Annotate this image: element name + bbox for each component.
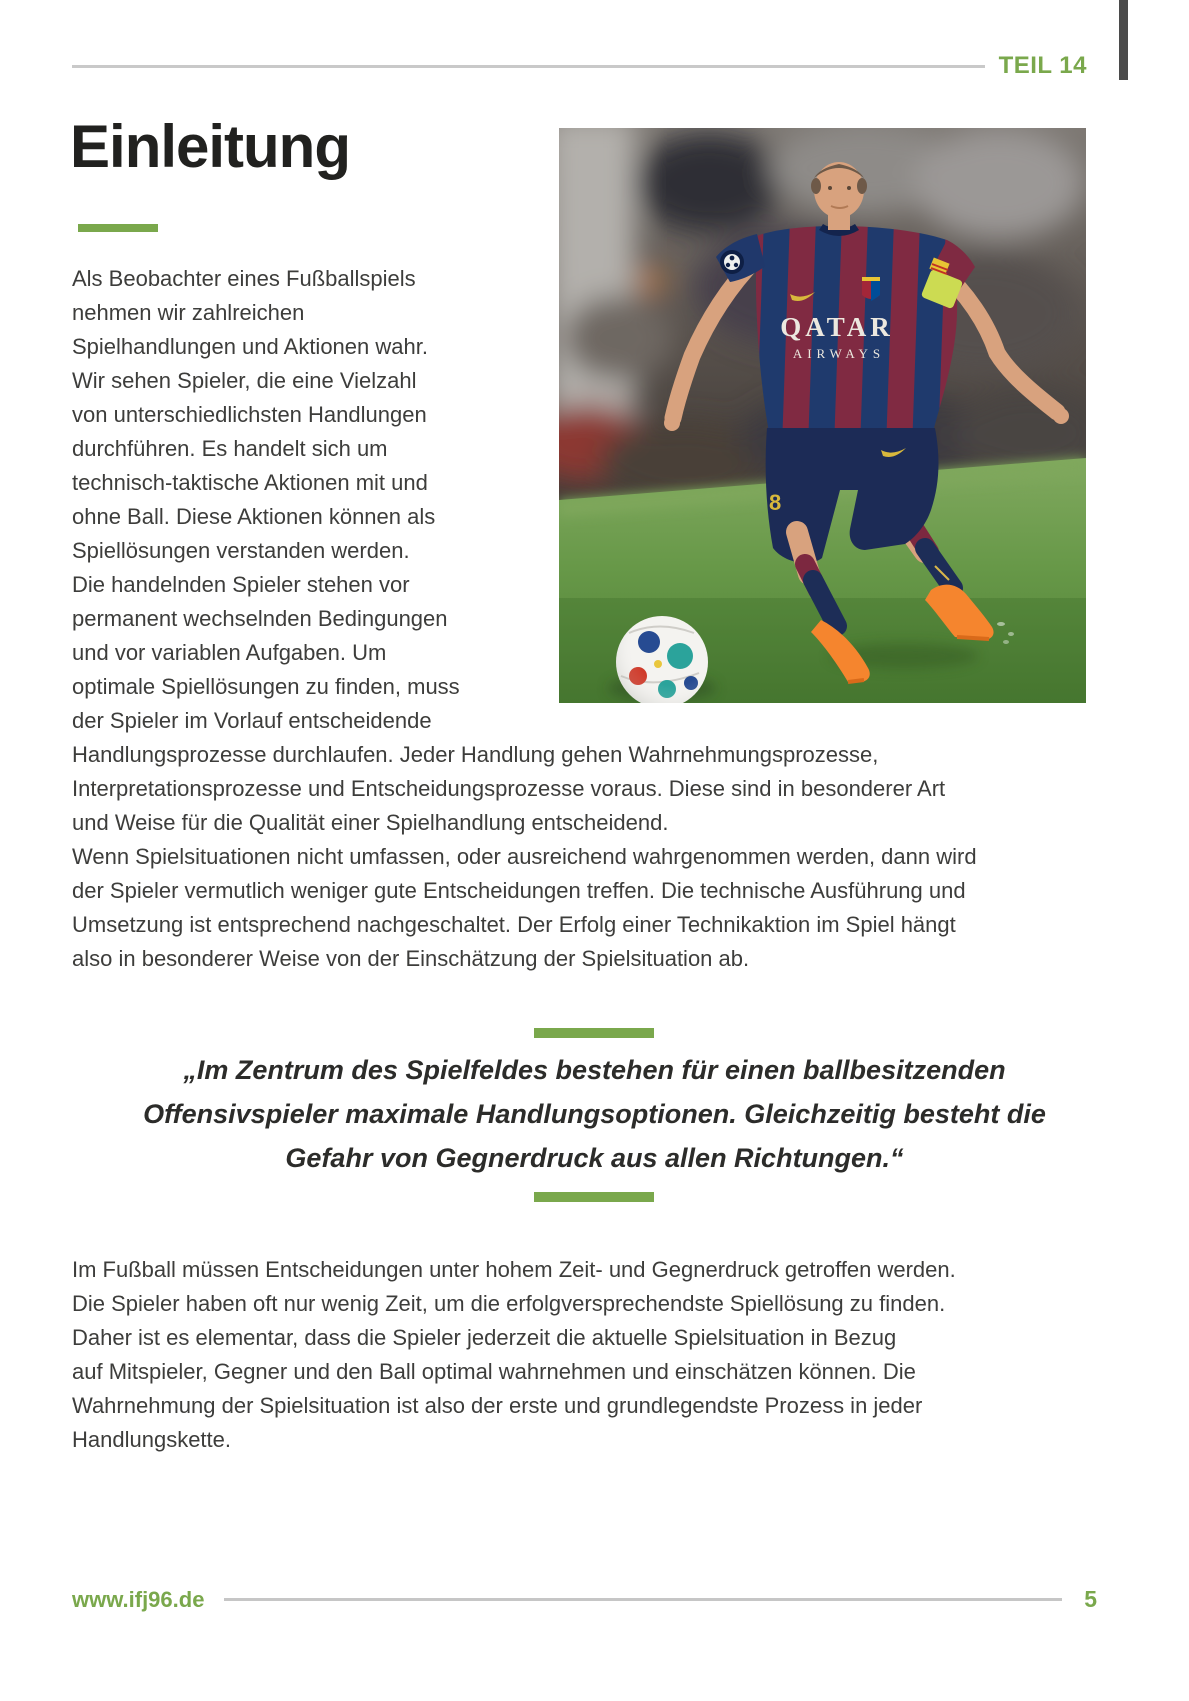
body-text-line: Spielhandlungen und Aktionen wahr. bbox=[72, 334, 428, 359]
page-header bbox=[72, 52, 1087, 80]
body-text-line: und Weise für die Qualität einer Spielhandlung entscheidend. bbox=[72, 810, 669, 835]
body-text-line: Wir sehen Spieler, die eine Vielzahl bbox=[72, 368, 417, 393]
body-text-line: ohne Ball. Diese Aktionen können als bbox=[72, 504, 436, 529]
quote-dash-bottom bbox=[534, 1192, 654, 1202]
body-text-line: Umsetzung ist entsprechend nachgeschaltet. Der Erfolg einer Technikaktion im Spiel hängt bbox=[72, 912, 956, 937]
body-text-line: der Spieler im Vorlauf entscheidende bbox=[72, 708, 432, 733]
page-footer bbox=[72, 1586, 1097, 1613]
intro-text-wide bbox=[72, 738, 977, 976]
body-text-line: Daher ist es elementar, dass die Spieler jederzeit die aktuelle Spielsituation in Bezug bbox=[72, 1325, 897, 1350]
corner-bar bbox=[1119, 0, 1128, 80]
quote-line: „Im Zentrum des Spielfeldes bestehen für einen ballbesitzenden bbox=[183, 1055, 1006, 1085]
body-text-line: auf Mitspieler, Gegner und den Ball optimal wahrnehmen und einschätzen können. Die bbox=[72, 1359, 916, 1384]
body-text-line: Wenn Spielsituationen nicht umfassen, oder ausreichend wahrgenommen werden, dann wird bbox=[72, 844, 977, 869]
body-text-line: Als Beobachter eines Fußballspiels bbox=[72, 266, 416, 291]
body-text-line: optimale Spiellösungen zu finden, muss bbox=[72, 674, 460, 699]
jersey-sponsor-line1: QATAR bbox=[780, 312, 894, 342]
body-text-line: Spiellösungen verstanden werden. bbox=[72, 538, 410, 563]
quote-dash-top bbox=[534, 1028, 654, 1038]
body-text-line: Handlungsprozesse durchlaufen. Jeder Handlung gehen Wahrnehmungsprozesse, bbox=[72, 742, 879, 767]
body-text-line: und vor variablen Aufgaben. Um bbox=[72, 640, 387, 665]
closing-text bbox=[72, 1253, 956, 1457]
quote-line: Gefahr von Gegnerdruck aus allen Richtungen.“ bbox=[285, 1143, 904, 1173]
section-label: TEIL 14 bbox=[998, 52, 1087, 79]
body-text-line: der Spieler vermutlich weniger gute Entscheidungen treffen. Die technische Ausführung und bbox=[72, 878, 966, 903]
body-text-line: Wahrnehmung der Spielsituation ist also der erste und grundlegendste Prozess in jeder bbox=[72, 1393, 923, 1418]
body-text-line: durchführen. Es handelt sich um bbox=[72, 436, 388, 461]
body-text-line: technisch-taktische Aktionen mit und bbox=[72, 470, 428, 495]
page-title: Einleitung bbox=[70, 113, 350, 180]
player-photo bbox=[559, 128, 1086, 703]
page-number: 5 bbox=[1084, 1586, 1097, 1612]
body-text-line: Im Fußball müssen Entscheidungen unter hohem Zeit- und Gegnerdruck getroffen werden. bbox=[72, 1257, 956, 1282]
jersey-sponsor-line2: AIRWAYS bbox=[792, 346, 886, 361]
body-text-line: also in besonderer Weise von der Einschätzung der Spielsituation ab. bbox=[72, 946, 750, 971]
title-accent-dash bbox=[78, 224, 158, 232]
body-text-line: Handlungskette. bbox=[72, 1427, 231, 1452]
body-text-line: nehmen wir zahlreichen bbox=[72, 300, 305, 325]
shorts-number: 8 bbox=[769, 490, 782, 515]
body-text-line: von unterschiedlichsten Handlungen bbox=[72, 402, 427, 427]
intro-text-narrow bbox=[72, 262, 460, 738]
body-text-line: permanent wechselnden Bedingungen bbox=[72, 606, 448, 631]
header-rule bbox=[72, 65, 985, 68]
pull-quote bbox=[0, 1048, 1189, 1180]
body-text-line: Interpretationsprozesse und Entscheidungsprozesse voraus. Diese sind in besonderer Art bbox=[72, 776, 946, 801]
quote-line: Offensivspieler maximale Handlungsoptionen. Gleichzeitig besteht die bbox=[143, 1099, 1046, 1129]
body-text-line: Die Spieler haben oft nur wenig Zeit, um die erfolgversprechendste Spiellösung zu finden. bbox=[72, 1291, 946, 1316]
footer-rule bbox=[224, 1598, 1062, 1601]
body-text-line: Die handelnden Spieler stehen vor bbox=[72, 572, 410, 597]
footer-website-link[interactable]: www.ifj96.de bbox=[72, 1586, 205, 1612]
